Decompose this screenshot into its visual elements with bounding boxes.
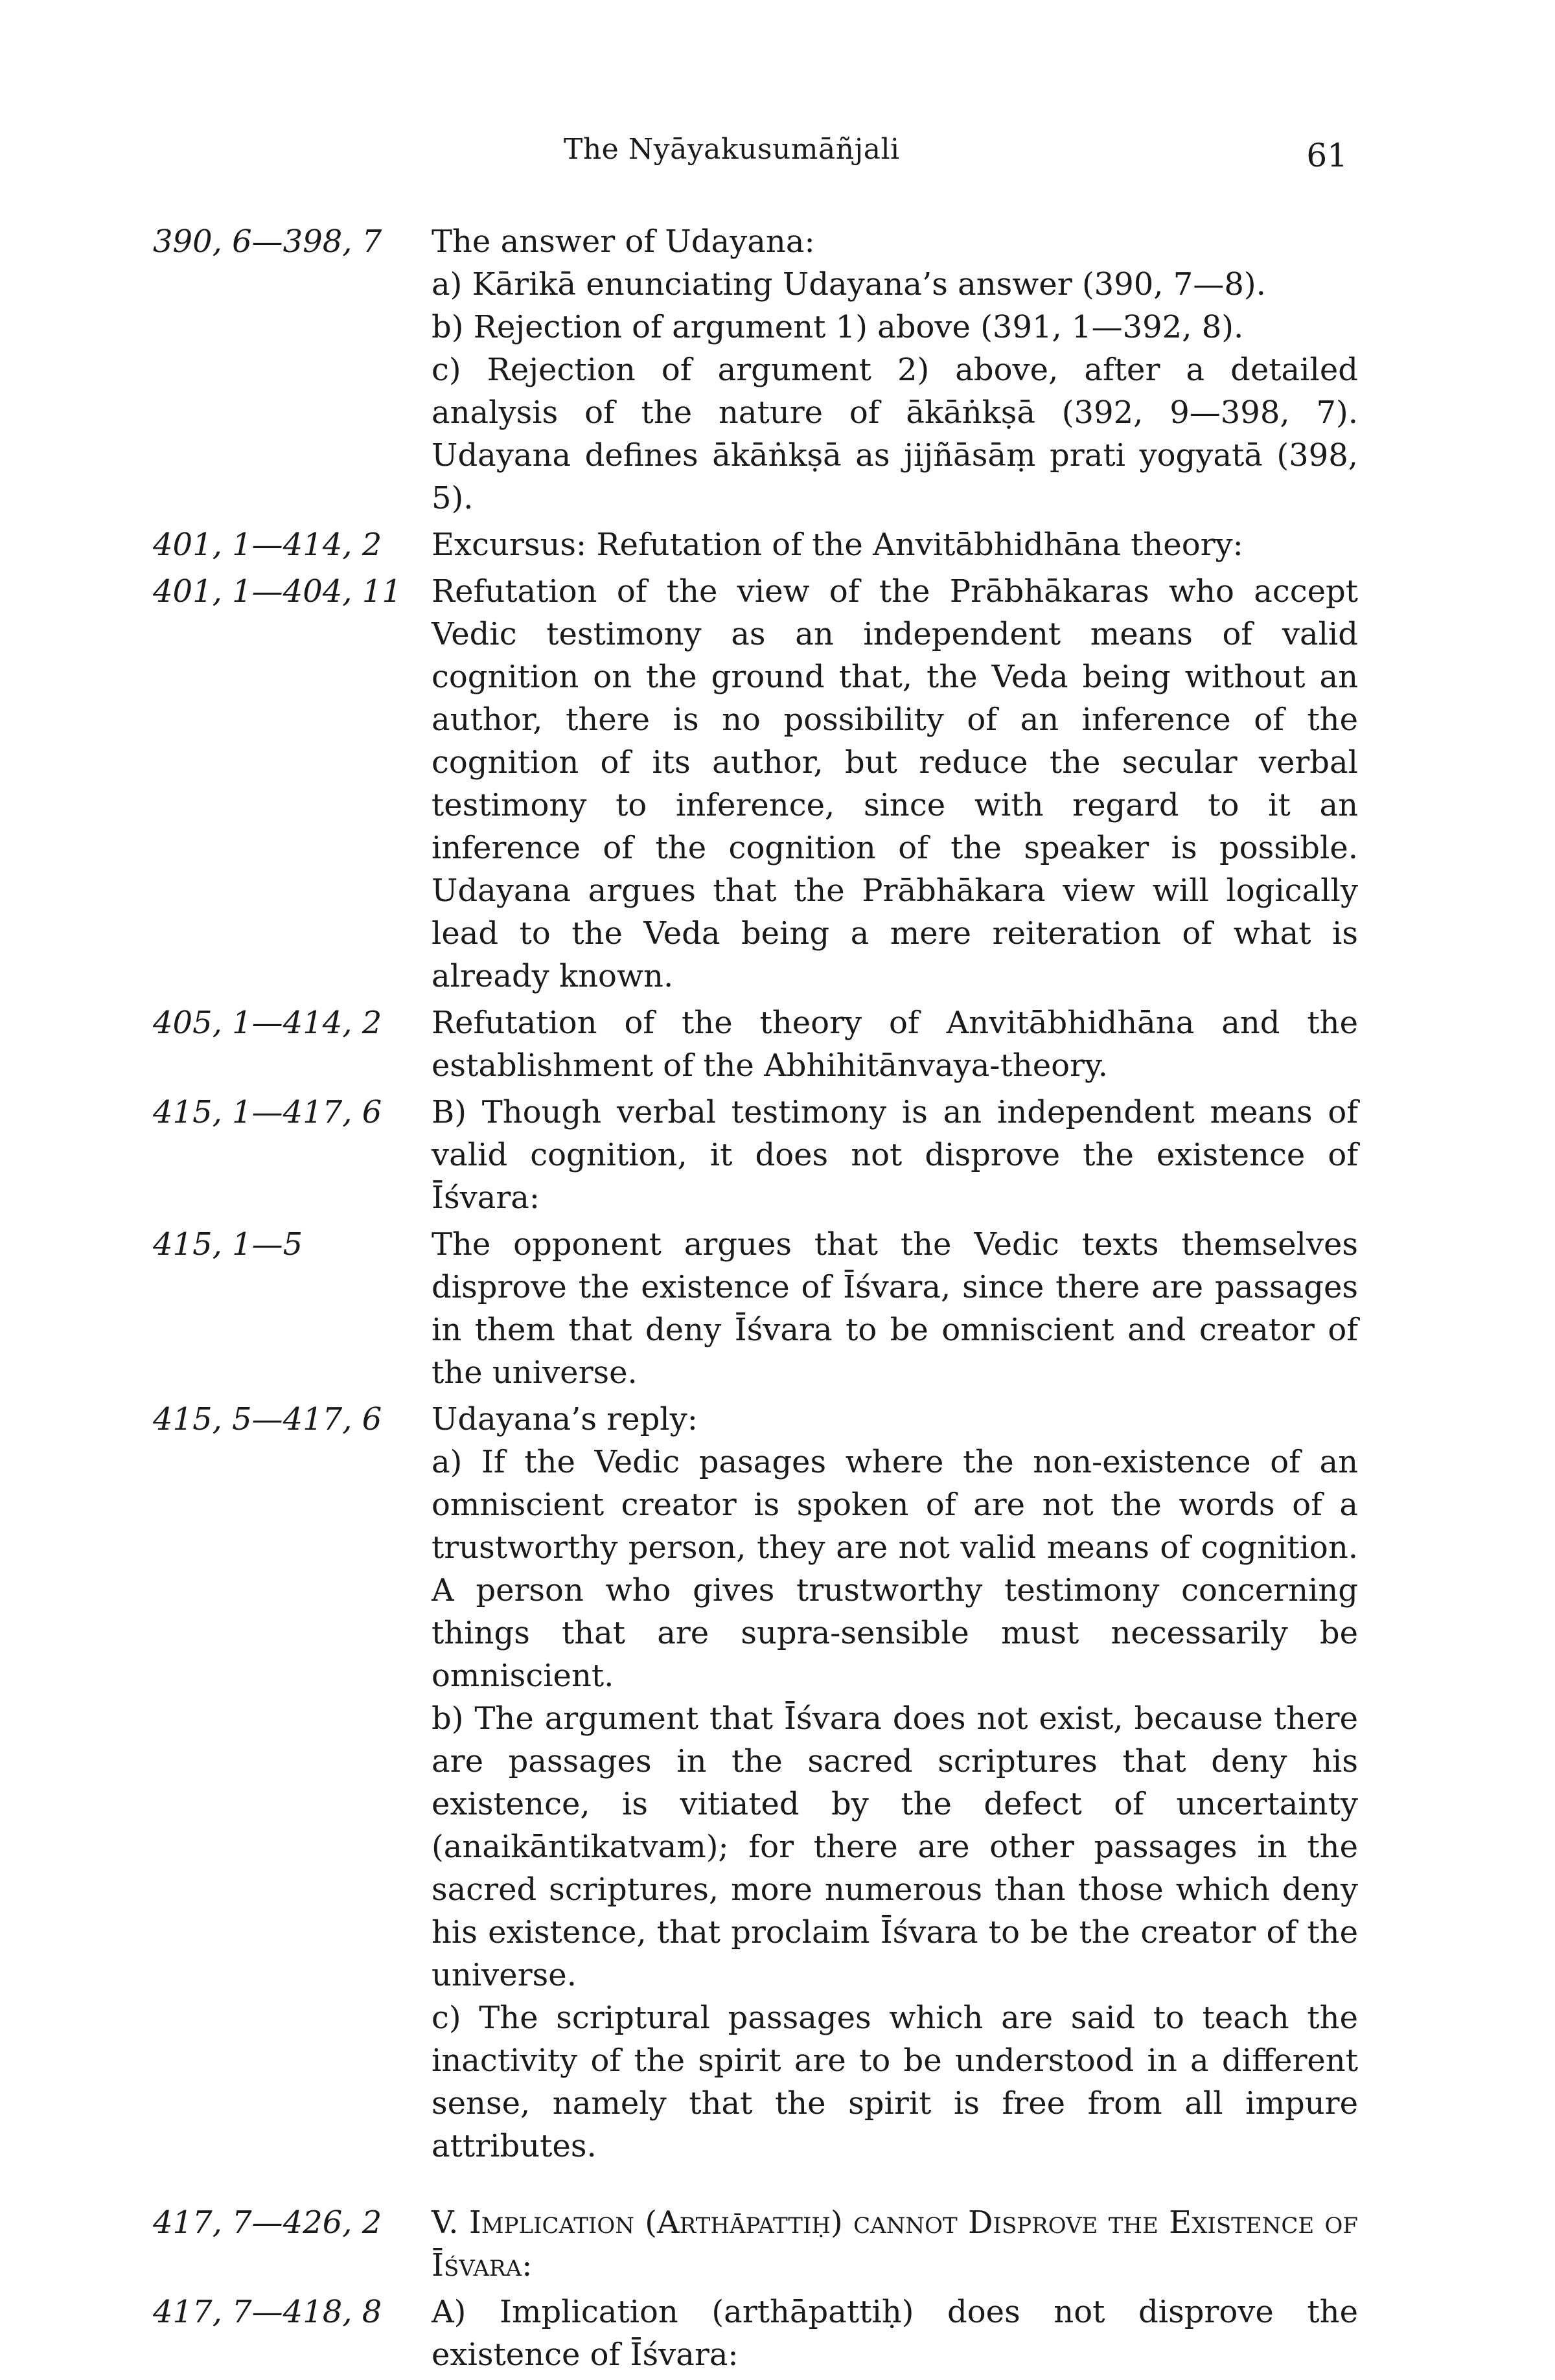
entry-ref: 415, 5—417, 6 [153, 1401, 382, 1437]
entries-list [153, 220, 1358, 2380]
entry-body [432, 2201, 1358, 2287]
entry-ref: 405, 1—414, 2 [153, 1005, 382, 1041]
entry-line: c) The scriptural passages which are said to teach the inactivity of the spirit are to be understood in a different sense, namely that the spirit is free from all impure attributes. [432, 2000, 1358, 2164]
entry-body [432, 570, 1358, 998]
entry [153, 523, 1358, 566]
entry [153, 2201, 1358, 2287]
page-number: 61 [1306, 137, 1348, 174]
entry [153, 570, 1358, 998]
entry-ref: 417, 7—426, 2 [153, 2204, 382, 2241]
entry-line: a) Kārikā enunciating Udayana’s answer (390, 7—8). [432, 266, 1266, 303]
entry-ref: 390, 6—398, 7 [153, 223, 382, 260]
entry [153, 220, 1358, 520]
entry-line: The answer of Udayana: [432, 223, 815, 260]
entry-ref: 415, 1—417, 6 [153, 1094, 382, 1130]
entry-line: Refutation of the theory of Anvitābhidhāna and the establishment of the Abhihitānvaya-theory. [432, 1005, 1358, 1084]
entry-ref: 401, 1—404, 11 [153, 573, 402, 610]
entry-line: A) Implication (arthāpattiḥ) does not disprove the existence of Īśvara: [432, 2294, 1358, 2373]
entry-line: The opponent argues that the Vedic texts themselves disprove the existence of Īśvara, since there are passages in them that deny Īśvara to be omniscient and creator of the universe. [432, 1226, 1358, 1391]
entry-body [432, 220, 1358, 520]
entry-line: a) If the Vedic pasages where the non-existence of an omniscient creator is spoken of are not the words of a trustworthy person, they are not valid means of cognition. A person who gives trustworthy testimony concerning things that are supra-sensible must necessarily be omniscient. [432, 1444, 1358, 1694]
entry [153, 1223, 1358, 1394]
entry-body [432, 1091, 1358, 1219]
entry-ref: 417, 7—418, 8 [153, 2294, 382, 2330]
entry-body [432, 1398, 1358, 2168]
entry-line: b) The argument that Īśvara does not exist, because there are passages in the sacred scriptures that deny his existence, is vitiated by the defect of uncertainty (anaikāntikatvam); for there are other passages in the sacred scriptures, more numerous than those which deny his existence, that proclaim Īśvara to be the creator of the universe. [432, 1700, 1358, 1993]
entry [153, 2291, 1358, 2376]
entry [153, 1398, 1358, 2168]
entry-line: Excursus: Refutation of the Anvitābhidhāna theory: [432, 527, 1243, 563]
entry-line: c) Rejection of argument 2) above, after a detailed analysis of the nature of ākāṅkṣā (392, 9—398, 7). Udayana defines ākāṅkṣā as jijñāsāṃ prati yogyatā (398, 5). [432, 352, 1358, 516]
entry-body [432, 523, 1358, 566]
entry-line: Refutation of the view of the Prābhākaras who accept Vedic testimony as an independent means of valid cognition on the ground that, the Veda being without an author, there is no possibility of an inference of the cognition of its author, but reduce the secular verbal testimony to inference, since with regard to it an inference of the cognition of the speaker is possible. Udayana argues that the Prābhākara view will logically lead to the Veda being a mere reiteration of what is already known. [432, 573, 1358, 994]
page-header [428, 133, 1348, 185]
entry-ref: 415, 1—5 [153, 1226, 303, 1263]
entry-line: Udayana’s reply: [432, 1401, 698, 1437]
entry-body [432, 1001, 1358, 1087]
entry-line: B) Though verbal testimony is an independent means of valid cognition, it does not disprove the existence of Īśvara: [432, 1094, 1358, 1216]
entry [153, 1001, 1358, 1087]
entry [153, 1091, 1358, 1219]
running-title: The Nyāyakusumāñjali [564, 133, 900, 166]
section-heading: V. Implication (Arthāpattiḥ) cannot Disprove the Existence of Īśvara: [432, 2204, 1358, 2283]
entry-body [432, 2291, 1358, 2376]
entry-ref: 401, 1—414, 2 [153, 527, 382, 563]
entry-line: b) Rejection of argument 1) above (391, 1—392, 8). [432, 309, 1244, 345]
entry-body [432, 1223, 1358, 1394]
